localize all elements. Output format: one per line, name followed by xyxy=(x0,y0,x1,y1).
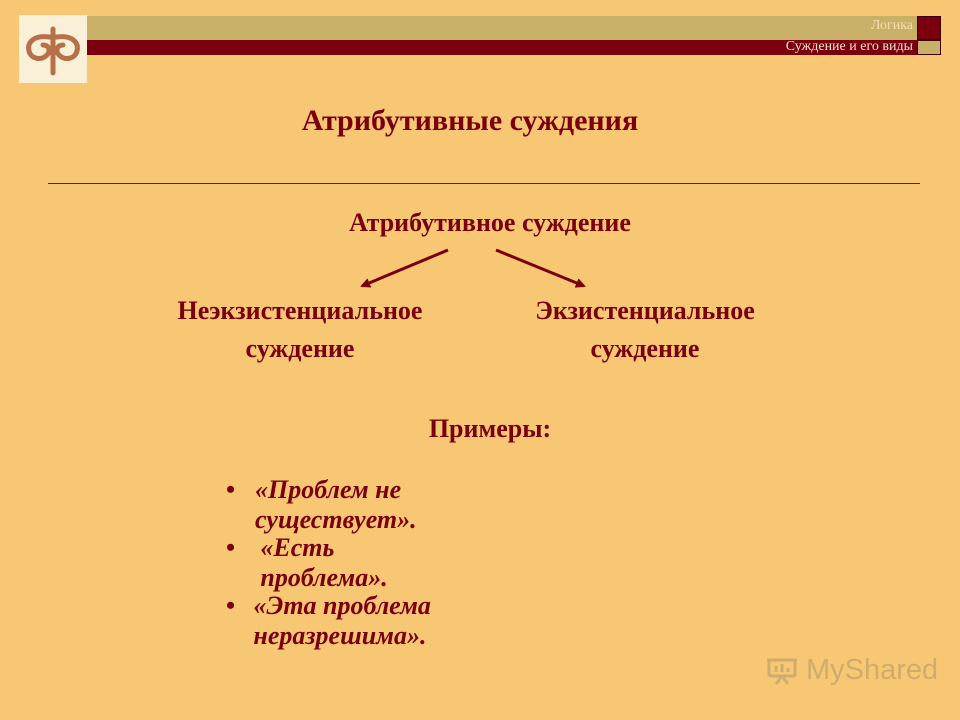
node-left-line1: Неэкзистенциальное xyxy=(177,296,423,325)
header-red-square xyxy=(917,16,941,40)
bullet: • xyxy=(226,591,236,620)
topic-label: Суждение и его виды xyxy=(785,39,913,54)
list-item xyxy=(226,475,438,535)
title-divider xyxy=(48,183,920,184)
header-olive-square xyxy=(917,40,941,55)
arrow-right xyxy=(496,250,584,286)
course-label: Логика xyxy=(870,18,913,33)
watermark xyxy=(766,654,938,687)
diagram-node-nonexistential xyxy=(140,292,460,368)
list-item xyxy=(226,591,449,651)
stylized-phi-logo-icon xyxy=(19,15,87,83)
diagram-node-existential xyxy=(485,292,805,368)
header-topic-bar xyxy=(87,40,917,55)
node-right-line1: Экзистенциальное xyxy=(535,296,755,325)
diagram-root-node: Атрибутивное суждение xyxy=(349,208,631,237)
node-left-line2: суждение xyxy=(245,334,355,363)
node-right-line2: суждение xyxy=(590,334,700,363)
watermark-text: MyShared xyxy=(806,654,939,686)
examples-heading: Примеры: xyxy=(428,414,552,443)
presentation-icon xyxy=(766,656,800,686)
list-item xyxy=(226,533,403,593)
example-text: «Есть проблема». xyxy=(260,533,388,592)
example-text: «Эта проблема неразрешима». xyxy=(253,591,431,650)
bullet: • xyxy=(226,533,236,562)
example-text: «Проблем не существует». xyxy=(255,475,417,534)
page-title: Атрибутивные суждения xyxy=(301,104,639,137)
arrow-left xyxy=(362,250,448,286)
logo xyxy=(19,15,87,83)
bullet: • xyxy=(226,475,236,504)
header-course-bar xyxy=(87,16,917,40)
